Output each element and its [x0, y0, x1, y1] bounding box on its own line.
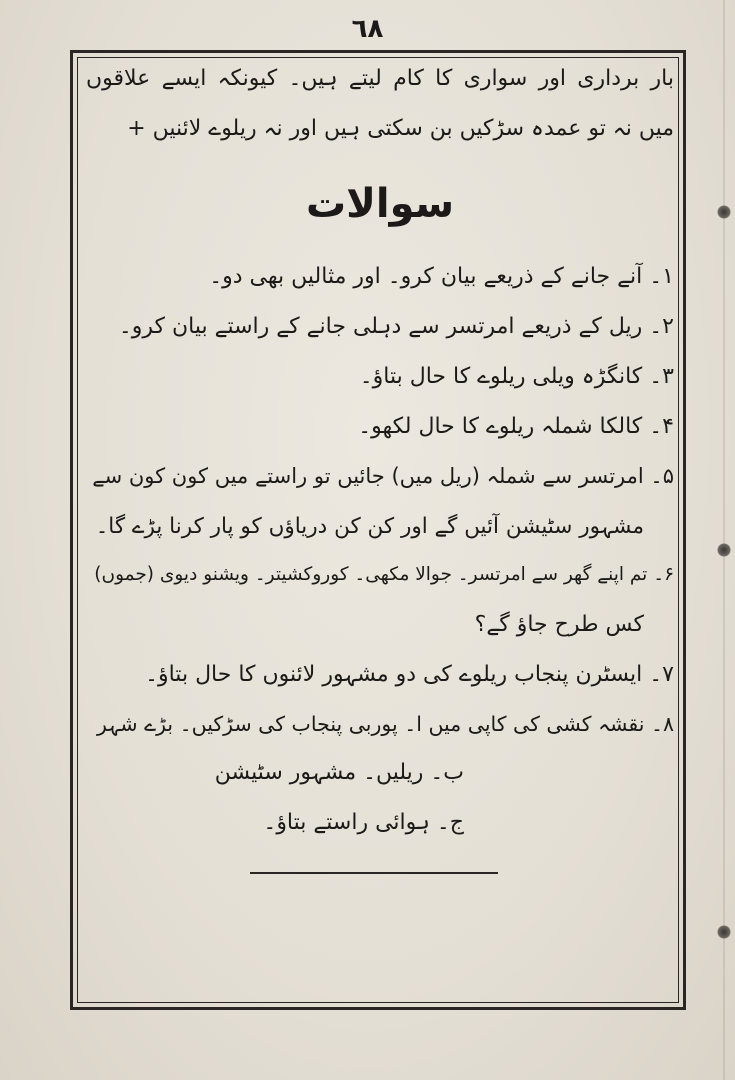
- question-5-line-2: مشہور سٹیشن آئیں گے اور کن کن دریاؤں کو پار کرنا پڑے گا۔: [95, 514, 644, 539]
- question-2: ۲۔ ریل کے ذریعے امرتسر سے دہلی جانے کے راستے بیان کرو۔: [118, 314, 674, 339]
- question-4: ۴۔ کالکا شملہ ریلوے کا حال لکھو۔: [358, 414, 674, 439]
- question-6-line-1: ۶۔ تم اپنے گھر سے امرتسر۔ جوالا مکھی۔ کوروکشیتر۔ ویشنو دیوی (جموں): [94, 564, 674, 585]
- intro-line-2: میں نہ تو عمدہ سڑکیں بن سکتی ہیں اور نہ ریلوے لائنیں +: [127, 116, 674, 141]
- question-8-line-3: ج۔ ہوائی راستے بتاؤ۔: [263, 810, 464, 835]
- binding-hole-icon: [717, 205, 731, 219]
- question-7: ۷۔ ایسٹرن پنجاب ریلوے کی دو مشہور لائنوں کا حال بتاؤ۔: [145, 662, 674, 687]
- question-1: ۱۔ آنے جانے کے ذریعے بیان کرو۔ اور مثالیں بھی دو۔: [209, 264, 674, 289]
- question-6-line-2: کس طرح جاؤ گے؟: [474, 612, 644, 637]
- question-5-line-1: ۵۔ امرتسر سے شملہ (ریل میں) جائیں تو راستے میں کون کون سے: [92, 464, 674, 488]
- binding-hole-icon: [717, 543, 731, 557]
- question-8-line-1: ۸۔ نقشہ کشی کی کاپی میں ا۔ پوربی پنجاب کی سڑکیں۔ بڑے شہر: [97, 712, 674, 736]
- question-3: ۳۔ کانگڑہ ویلی ریلوے کا حال بتاؤ۔: [359, 364, 674, 389]
- page-number: ٦٨: [351, 14, 384, 44]
- questions-heading: سوالات: [305, 181, 455, 227]
- question-8-line-2: ب۔ ریلیں۔ مشہور سٹیشن: [214, 760, 464, 785]
- intro-line-1: بار برداری اور سواری کا کام لیتے ہیں۔ کیونکہ ایسے علاقوں: [86, 66, 674, 91]
- page-crease: [723, 0, 725, 1080]
- binding-hole-icon: [717, 925, 731, 939]
- end-rule: [250, 872, 498, 874]
